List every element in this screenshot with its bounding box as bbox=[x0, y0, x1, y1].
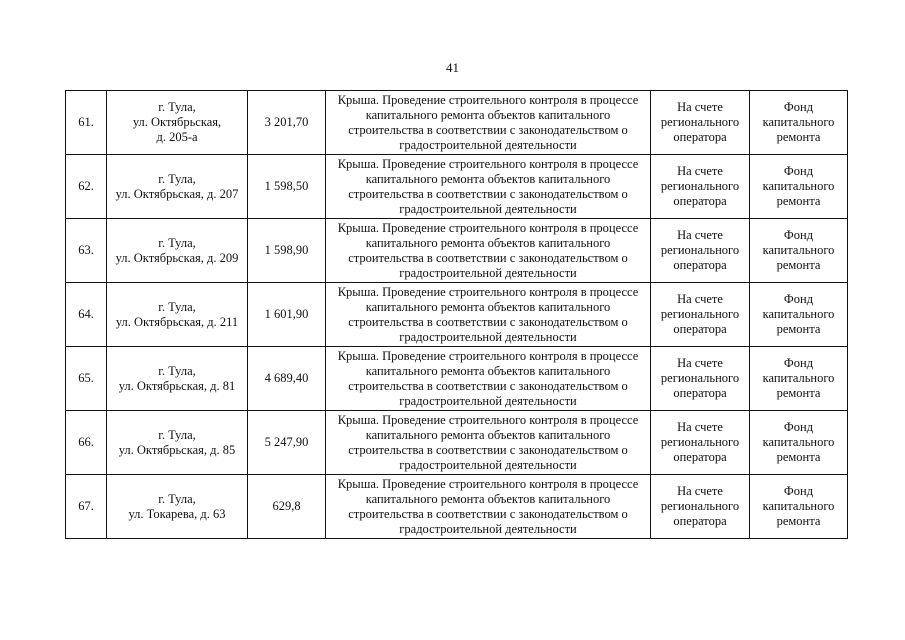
account-cell: На счете регионального оператора bbox=[651, 155, 750, 219]
funding-source-cell: Фонд капитального ремонта bbox=[750, 219, 848, 283]
table-body bbox=[66, 91, 848, 539]
address-cell bbox=[107, 411, 248, 475]
funding-source-cell: Фонд капитального ремонта bbox=[750, 475, 848, 539]
table-row bbox=[66, 155, 848, 219]
table-row bbox=[66, 411, 848, 475]
funding-source-cell: Фонд капитального ремонта bbox=[750, 411, 848, 475]
address-line: г. Тула, bbox=[158, 363, 196, 378]
row-number-cell: 63. bbox=[66, 219, 107, 283]
address-line: г. Тула, bbox=[158, 235, 196, 250]
table-row bbox=[66, 347, 848, 411]
account-cell: На счете регионального оператора bbox=[651, 411, 750, 475]
work-description-cell: Крыша. Проведение строительного контроля в процессе капитального ремонта объектов капитального строительства в соответствии с законодательством о градостроительной деятельности bbox=[326, 155, 651, 219]
address-cell bbox=[107, 155, 248, 219]
work-description-cell: Крыша. Проведение строительного контроля в процессе капитального ремонта объектов капитального строительства в соответствии с законодательством о градостроительной деятельности bbox=[326, 91, 651, 155]
repair-table bbox=[65, 90, 848, 539]
area-cell: 4 689,40 bbox=[248, 347, 326, 411]
area-cell: 1 598,90 bbox=[248, 219, 326, 283]
area-cell: 629,8 bbox=[248, 475, 326, 539]
funding-source-cell: Фонд капитального ремонта bbox=[750, 155, 848, 219]
address-line: д. 205-а bbox=[156, 130, 198, 144]
address-line: ул. Октябрьская, д. 211 bbox=[115, 314, 239, 329]
address-line: г. Тула, bbox=[158, 171, 196, 186]
area-cell: 5 247,90 bbox=[248, 411, 326, 475]
account-cell: На счете регионального оператора bbox=[651, 283, 750, 347]
address-line: г. Тула, bbox=[158, 491, 196, 506]
row-number-cell: 64. bbox=[66, 283, 107, 347]
address-line: ул. Октябрьская, д. 85 bbox=[118, 442, 236, 457]
funding-source-cell: Фонд капитального ремонта bbox=[750, 283, 848, 347]
work-description-cell: Крыша. Проведение строительного контроля в процессе капитального ремонта объектов капитального строительства в соответствии с законодательством о градостроительной деятельности bbox=[326, 411, 651, 475]
address-line: ул. Октябрьская, д. 81 bbox=[118, 378, 236, 393]
address-cell bbox=[107, 347, 248, 411]
address-cell bbox=[107, 475, 248, 539]
row-number-cell: 66. bbox=[66, 411, 107, 475]
row-number-cell: 67. bbox=[66, 475, 107, 539]
address-cell bbox=[107, 219, 248, 283]
account-cell: На счете регионального оператора bbox=[651, 347, 750, 411]
area-cell: 3 201,70 bbox=[248, 91, 326, 155]
funding-source-cell: Фонд капитального ремонта bbox=[750, 347, 848, 411]
work-description-cell: Крыша. Проведение строительного контроля в процессе капитального ремонта объектов капитального строительства в соответствии с законодательством о градостроительной деятельности bbox=[326, 283, 651, 347]
address-line: ул. Октябрьская, д. 209 bbox=[115, 250, 239, 265]
address-line: ул. Октябрьская, д. 207 bbox=[115, 186, 239, 201]
address-cell bbox=[107, 91, 248, 155]
row-number-cell: 62. bbox=[66, 155, 107, 219]
address-line: г. Тула, bbox=[158, 427, 196, 442]
row-number-cell: 61. bbox=[66, 91, 107, 155]
address-line: г. Тула, bbox=[158, 299, 196, 314]
table-row bbox=[66, 219, 848, 283]
page-number: 41 bbox=[446, 60, 459, 75]
table-row bbox=[66, 283, 848, 347]
table-row bbox=[66, 91, 848, 155]
address-cell bbox=[107, 283, 248, 347]
funding-source-cell: Фонд капитального ремонта bbox=[750, 91, 848, 155]
area-cell: 1 601,90 bbox=[248, 283, 326, 347]
work-description-cell: Крыша. Проведение строительного контроля в процессе капитального ремонта объектов капитального строительства в соответствии с законодательством о градостроительной деятельности bbox=[326, 219, 651, 283]
row-number-cell: 65. bbox=[66, 347, 107, 411]
account-cell: На счете регионального оператора bbox=[651, 91, 750, 155]
work-description-cell: Крыша. Проведение строительного контроля в процессе капитального ремонта объектов капитального строительства в соответствии с законодательством о градостроительной деятельности bbox=[326, 347, 651, 411]
address-line: ул. Октябрьская, bbox=[132, 115, 222, 129]
address-line: г. Тула, bbox=[158, 100, 196, 114]
table-row bbox=[66, 475, 848, 539]
account-cell: На счете регионального оператора bbox=[651, 475, 750, 539]
area-cell: 1 598,50 bbox=[248, 155, 326, 219]
work-description-cell: Крыша. Проведение строительного контроля в процессе капитального ремонта объектов капитального строительства в соответствии с законодательством о градостроительной деятельности bbox=[326, 475, 651, 539]
address-line: ул. Токарева, д. 63 bbox=[128, 506, 226, 521]
account-cell: На счете регионального оператора bbox=[651, 219, 750, 283]
